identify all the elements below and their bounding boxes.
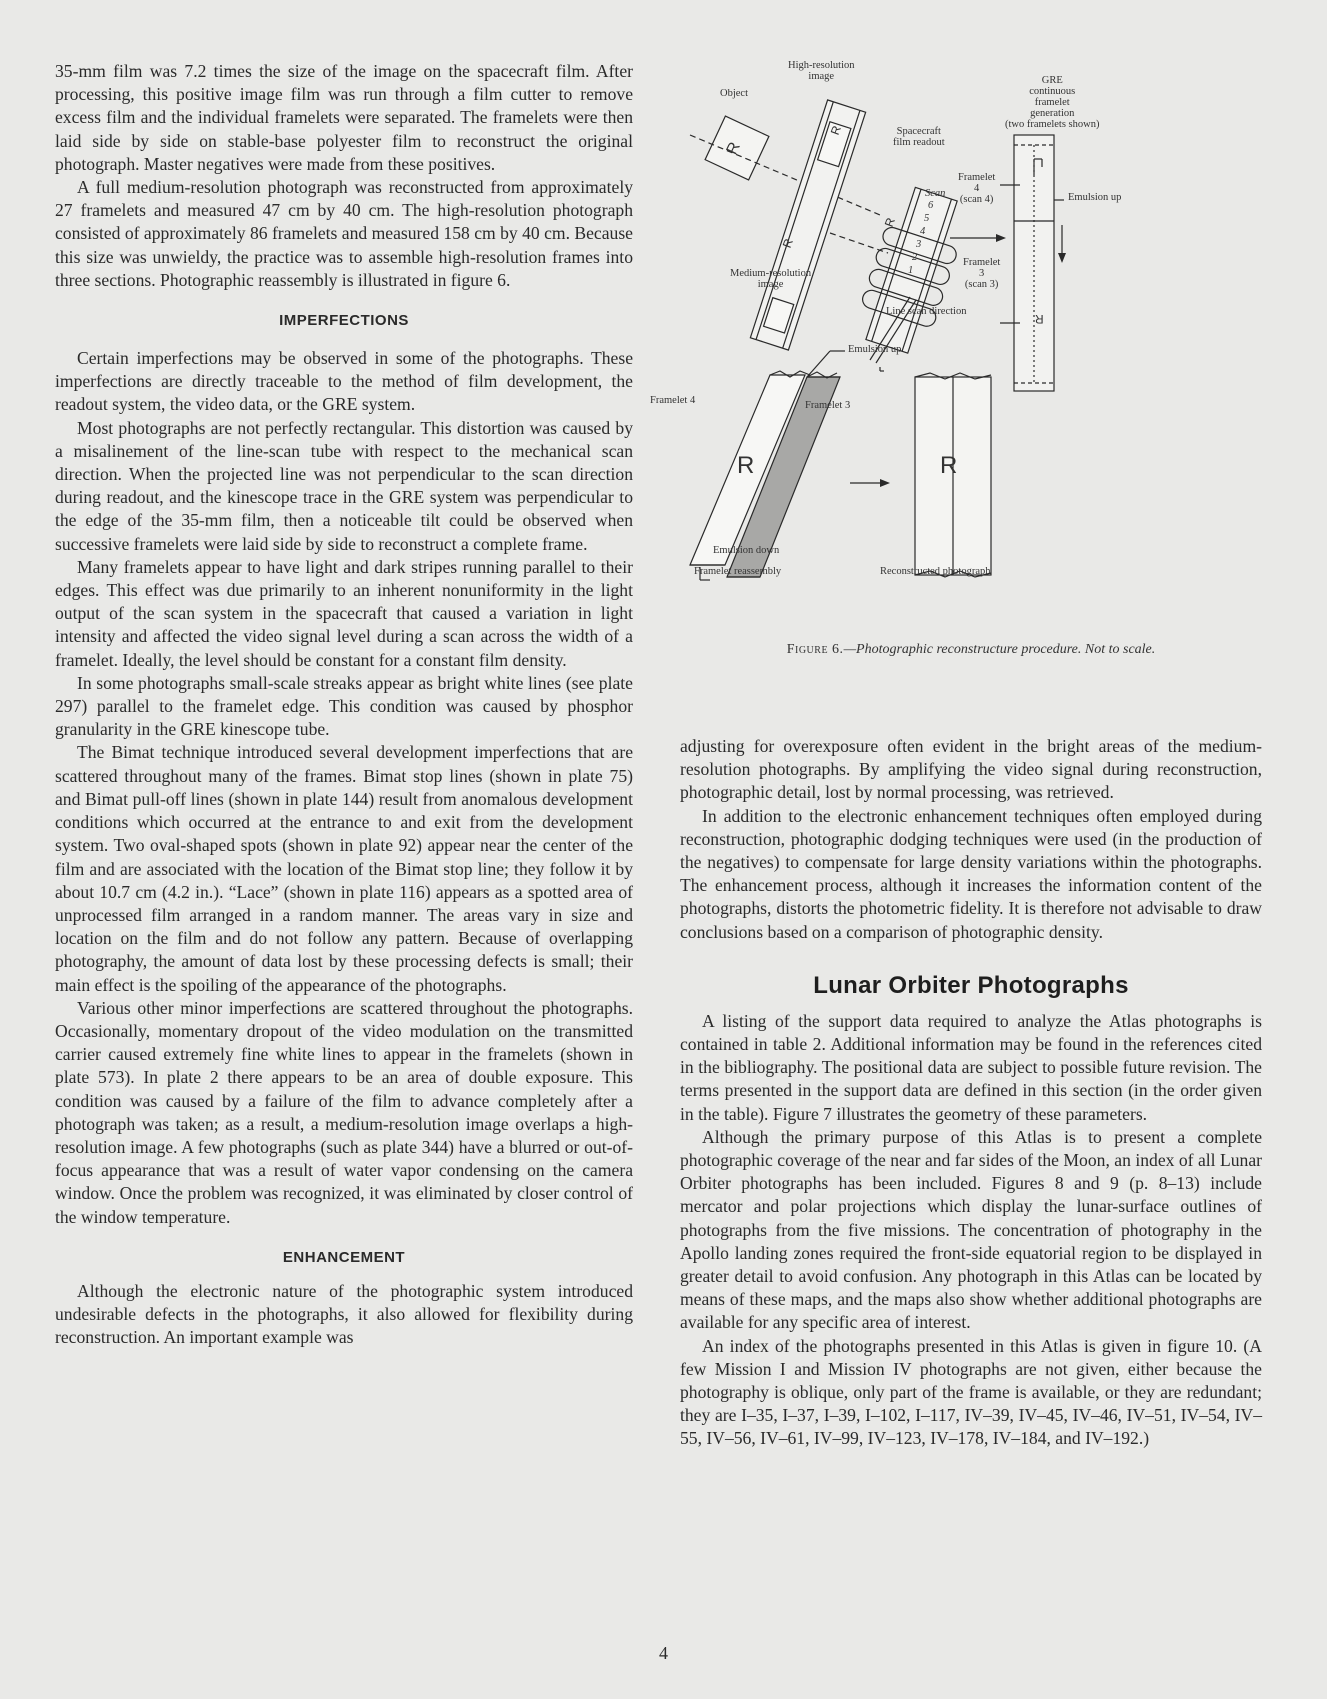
body-paragraph: In some photographs small-scale streaks appear as bright white lines (see plate 297) parallel to the framelet edge. This condition was caused by phosphor granularity in the GRE kinescope tube. [55, 672, 633, 740]
body-paragraph: Various other minor imperfections are scattered throughout the photographs. Occasionally, momentary dropout of the video modulation on the transmitted carrier caused extremely fine white lines to appear in the framelets (shown in plate 573). In plate 2 there appears to be an area of double exposure. This condition was caused by a failure of the film to advance completely after a photograph was taken; as a result, a medium-resolution image overlaps a high-resolution image. A few photographs (such as plate 344) have a blurred or out-of-focus appearance that was a result of water vapor condensing on the camera window. Once the problem was recognized, it was eliminated by closer control of the window temperature. [55, 997, 633, 1227]
label-gre: GRE continuous framelet generation (two framelets shown) [1005, 75, 1100, 130]
letter-r-reconstructed: R [940, 452, 958, 479]
label-scan-3: 3 [916, 239, 922, 250]
label-object: Object [720, 88, 748, 99]
body-paragraph: A listing of the support data required to analyze the Atlas photographs is contained in table 2. Additional information may be found in the references cited in the bibliography. The positional data are subject to possible future revision. The terms presented in the support data are defined in this section (in the order given in the table). Figure 7 illustrates the geometry of these parameters. [680, 1010, 1262, 1124]
letter-r-readout: R [881, 215, 898, 229]
letter-r-object: R [723, 139, 744, 158]
label-scan-1: 1 [908, 265, 914, 276]
label-medium-res: Medium-resolution image [730, 268, 812, 290]
body-paragraph: Most photographs are not perfectly rectangular. This distortion was caused by a misalinement of the line-scan tube with respect to the mechanical scan direction. When the projected line was not perpendicular to the scan direction during readout, and the kinescope trace in the GRE system was perpendicular to the edge of the 35-mm film, then a noticeable tilt could be observed when successive framelets were laid side by side to reconstruct a complete frame. [55, 417, 633, 554]
label-emulsion-up-bottom: Emulsion up [848, 344, 902, 355]
letter-r-high-res: R [827, 123, 844, 137]
section-heading-imperfections: IMPERFECTIONS [279, 312, 409, 330]
label-scan-6: 6 [928, 200, 934, 211]
figure-caption [680, 642, 1262, 658]
letter-r-medium-res: R [779, 236, 796, 250]
body-paragraph: 35-mm film was 7.2 times the size of the image on the spacecraft film. After processing, this positive image film was run through a film cutter to remove excess film and the individual framelets were separated. The framelets were then laid side by side on stable-base polyester film to reconstruct the original photograph. Master negatives were made from these positives. [55, 61, 633, 174]
letter-r-reassembly: R [737, 452, 755, 479]
label-line-scan: Line scan direction [886, 306, 967, 317]
caption-label: Figure 6. [786, 642, 844, 657]
body-paragraph: Although the electronic nature of the photographic system introduced undesirable defects in the photographs, it also allowed for flexibility during reconstruction. An important example was [55, 1280, 633, 1348]
body-paragraph: Certain imperfections may be observed in some of the photographs. These imperfections are directly traceable to the method of film development, the readout system, the video data, or the GRE system. [55, 348, 633, 415]
label-framelet-reassembly: Framelet reassembly [694, 566, 782, 577]
label-high-res: High-resolution image [788, 60, 855, 82]
label-scan-4: 4 [920, 226, 926, 237]
label-framelet3-bottom: Framelet 3 [805, 400, 851, 411]
label-emulsion-down: Emulsion down [713, 545, 780, 556]
label-framelet3-top: Framelet 3 (scan 3) [963, 257, 1001, 290]
body-paragraph: Many framelets appear to have light and dark stripes running parallel to their edges. This effect was due primarily to an inherent nonuniformity in the light output of the scan system in the spacecraft that caused a variation in light intensity and affected the video signal level during a scan across the width of a framelet. Ideally, the level should be constant for a constant film density. [55, 556, 633, 670]
page-number: 4 [659, 1643, 668, 1663]
body-paragraph: An index of the photographs presented in this Atlas is given in figure 10. (A few Mission I and Mission IV photographs are not given, either because the photography is oblique, only part of the frame is available, or they are redundant; they are I–35, I–37, I–39, I–102, I–117, IV–39, IV–45, IV–46, IV–51, IV–54, IV–55, IV–56, IV–61, IV–99, IV–123, IV–178, IV–184, and IV–192.) [680, 1335, 1262, 1449]
body-paragraph: In addition to the electronic enhancement techniques often employed during reconstruction, photographic dodging techniques were used (in the production of the negatives) to compensate for large density variations within the photographs. The enhancement process, although it increases the information content of the photographs, distorts the photometric fidelity. It is therefore not advisable to draw conclusions based on a comparison of photographic density. [680, 805, 1262, 942]
label-scan: Scan [925, 188, 946, 199]
section-heading-enhancement: ENHANCEMENT [282, 1248, 406, 1266]
right-column [680, 735, 1262, 1451]
label-reconstructed: Reconstructed photograph [880, 566, 991, 577]
label-emulsion-up-top: Emulsion up [1068, 192, 1122, 203]
figure-6 [650, 55, 1262, 665]
label-framelet4-bottom: Framelet 4 [650, 395, 696, 406]
label-framelet4-top: Framelet 4 (scan 4) [958, 172, 996, 205]
letter-r-gre: R [1035, 312, 1044, 326]
caption-text: —Photographic reconstructure procedure. Not to scale. [843, 642, 1156, 657]
body-paragraph: adjusting for overexposure often evident in the bright areas of the medium-resolution photographs. By amplifying the video signal during reconstruction, photographic detail, lost by normal processing, was retrieved. [680, 736, 1262, 803]
section-heading-lunar-orbiter: Lunar Orbiter Photographs [813, 971, 1129, 999]
body-paragraph: A full medium-resolution photograph was reconstructed from approximately 27 framelets and measured 47 cm by 40 cm. The high-resolution photograph consisted of approximately 86 framelets and measured 158 cm by 40 cm. Because this size was unwieldy, the practice was to assemble high-resolution frames into three sections. Photographic reassembly is illustrated in figure 6. [55, 177, 633, 290]
label-scan-2: 2 [912, 252, 918, 263]
gre-framelet-strip [1014, 135, 1054, 391]
label-scan-5: 5 [924, 213, 930, 224]
label-spacecraft-readout: Spacecraft film readout [893, 126, 945, 148]
left-column [55, 60, 633, 1349]
body-paragraph: The Bimat technique introduced several development imperfections that are scattered throughout many of the frames. Bimat stop lines (shown in plate 75) and Bimat pull-off lines (shown in plate 144) result from anomalous development conditions which occurred at the entrance to and exit from the development system. Two oval-shaped spots (shown in plate 92) appear near the center of the film and are associated with the location of the Bimat stop line; they follow it by about 10.7 cm (4.2 in.). “Lace” (shown in plate 116) appears as a spotted area of unprocessed film arranged in a random manner. The areas vary in size and location on the film and do not follow any pattern. Because of overlapping photography, the amount of data lost by these processing defects is small; their main effect is the spoiling of the appearance of the photographs. [55, 742, 633, 995]
body-paragraph: Although the primary purpose of this Atlas is to present a complete photographic coverage of the near and far sides of the Moon, an index of all Lunar Orbiter photographs has been included. Figures 8 and 9 (p. 8–13) include mercator and polar projections which display the lunar-surface outlines of photographs from the five missions. The concentration of photography in the Apollo landing zones required the front-side equatorial region to be displayed in greater detail to avoid confusion. Any photograph in this Atlas can be located by means of these maps, and the maps also show whether additional photographs are available for any specific area of interest. [680, 1126, 1262, 1333]
